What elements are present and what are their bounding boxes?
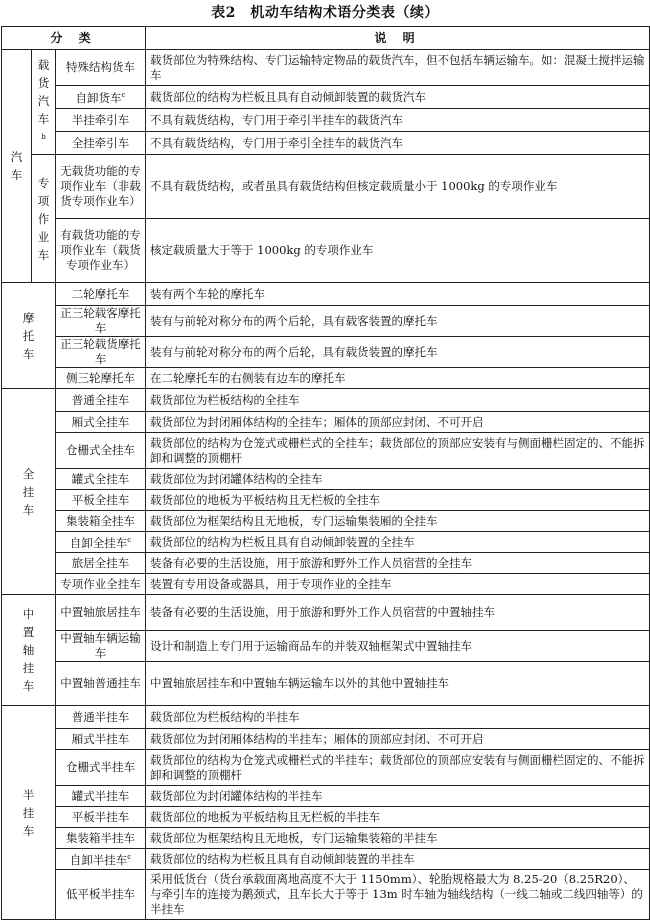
table-title: 表2 机动车结构术语分类表（续） — [211, 5, 439, 21]
type-cell: 厢式全挂车 — [56, 412, 146, 433]
type-cell: 罐式全挂车 — [56, 469, 146, 490]
subgroup-cargo: 载货汽车$^b$ — [32, 50, 56, 155]
desc-cell: 核定载质量大于等于 1000kg 的专项作业车 — [146, 219, 650, 283]
desc-cell: 载货部位为封闭厢体结构的半挂车；厢体的顶部应封闭、不可开启 — [146, 729, 650, 750]
group-auto: 汽车 — [2, 50, 32, 283]
desc-cell: 装有与前轮对称分布的两个后轮，具有载货装置的摩托车 — [146, 337, 650, 368]
type-cell: 自卸半挂车$^c$ — [56, 849, 146, 870]
desc-cell: 在二轮摩托车的右侧装有边车的摩托车 — [146, 368, 650, 389]
type-cell: 正三轮载货摩托车 — [56, 337, 146, 368]
header-category: 分 类 — [2, 27, 146, 50]
type-cell: 有载货功能的专项作业车（载货专项作业车） — [56, 219, 146, 283]
desc-cell: 载货部位为封闭厢体结构的全挂车；厢体的顶部应封闭、不可开启 — [146, 412, 650, 433]
type-cell: 侧三轮摩托车 — [56, 368, 146, 389]
type-cell: 无载货功能的专项作业车（非载货专项作业车） — [56, 155, 146, 219]
type-cell: 集装箱半挂车 — [56, 828, 146, 849]
desc-cell: 不具有载货结构，专门用于牵引半挂车的载货汽车 — [146, 109, 650, 132]
desc-cell: 中置轴旅居挂车和中置轴车辆运输车以外的其他中置轴挂车 — [146, 662, 650, 706]
type-cell: 全挂牵引车 — [56, 132, 146, 155]
type-cell: 正三轮载客摩托车 — [56, 306, 146, 337]
type-cell: 仓栅式半挂车 — [56, 750, 146, 786]
group-center-axle: 中置轴挂车 — [2, 595, 56, 706]
group-moto: 摩托车 — [2, 283, 56, 389]
desc-cell: 不具有载货结构，专门用于牵引全挂车的载货汽车 — [146, 132, 650, 155]
header-row — [2, 27, 650, 50]
desc-cell: 载货部位为封闭罐体结构的半挂车 — [146, 786, 650, 807]
type-cell: 仓栅式全挂车 — [56, 433, 146, 469]
desc-cell: 载货部位为框架结构且无地板，专门运输集装厢的全挂车 — [146, 511, 650, 532]
type-cell: 罐式半挂车 — [56, 786, 146, 807]
type-cell: 低平板半挂车 — [56, 870, 146, 920]
desc-cell: 载货部位为栏板结构的半挂车 — [146, 706, 650, 729]
type-cell: 二轮摩托车 — [56, 283, 146, 306]
header-description: 说 明 — [146, 27, 650, 50]
desc-cell: 载货部位的结构为栏板且具有自动倾卸装置的载货汽车 — [146, 86, 650, 109]
desc-cell: 载货部位为封闭罐体结构的全挂车 — [146, 469, 650, 490]
classification-table — [1, 26, 650, 920]
type-cell: 普通全挂车 — [56, 389, 146, 412]
desc-cell: 装备有必要的生活设施，用于旅游和野外工作人员宿营的中置轴挂车 — [146, 595, 650, 631]
type-cell: 中置轴普通挂车 — [56, 662, 146, 706]
desc-cell: 装备有必要的生活设施，用于旅游和野外工作人员宿营的全挂车 — [146, 553, 650, 574]
type-cell: 集装箱全挂车 — [56, 511, 146, 532]
type-cell: 中置轴车辆运输车 — [56, 631, 146, 662]
type-cell: 半挂牵引车 — [56, 109, 146, 132]
type-cell: 特殊结构货车 — [56, 50, 146, 86]
desc-cell: 载货部位的地板为平板结构且无栏板的半挂车 — [146, 807, 650, 828]
desc-cell: 载货部位为框架结构且无地板，专门运输集装箱的半挂车 — [146, 828, 650, 849]
desc-cell: 设计和制造上专门用于运输商品车的并装双轴框架式中置轴挂车 — [146, 631, 650, 662]
type-cell: 普通半挂车 — [56, 706, 146, 729]
type-cell: 旅居全挂车 — [56, 553, 146, 574]
desc-cell: 载货部位的结构为栏板且具有自动倾卸装置的全挂车 — [146, 532, 650, 553]
desc-cell: 采用低货台（货台承载面离地高度不大于 1150mm）、轮胎规格最大为 8.25-20（8.25R20）、与牵引车的连接为鹅颈式，且车长大于等于 13m 时车轴为轴线结构（一线二轴或二线四轴等）的半挂车 — [146, 870, 650, 920]
desc-cell: 载货部位为栏板结构的全挂车 — [146, 389, 650, 412]
group-semi-trailer: 半挂车 — [2, 706, 56, 920]
desc-cell: 载货部位为特殊结构、专门运输特定物品的载货汽车，但不包括车辆运输车。如：混凝土搅拌运输车 — [146, 50, 650, 86]
desc-cell: 载货部位的地板为平板结构且无栏板的全挂车 — [146, 490, 650, 511]
type-cell: 专项作业全挂车 — [56, 574, 146, 595]
type-cell: 厢式半挂车 — [56, 729, 146, 750]
desc-cell: 载货部位的结构为仓笼式或栅栏式的全挂车；载货部位的顶部应安装有与侧面栅栏固定的、不能拆卸和调整的顶棚杆 — [146, 433, 650, 469]
desc-cell: 装有与前轮对称分布的两个后轮，具有载客装置的摩托车 — [146, 306, 650, 337]
type-cell: 自卸全挂车$^c$ — [56, 532, 146, 553]
desc-cell: 载货部位的结构为仓笼式或栅栏式的半挂车；载货部位的顶部应安装有与侧面栅栏固定的、不能拆卸和调整的顶棚杆 — [146, 750, 650, 786]
group-full-trailer: 全挂车 — [2, 389, 56, 595]
type-cell: 自卸货车$^c$ — [56, 86, 146, 109]
desc-cell: 不具有载货结构，或者虽具有载货结构但核定载质量小于 1000kg 的专项作业车 — [146, 155, 650, 219]
subgroup-special: 专项作业车 — [32, 155, 56, 283]
type-cell: 平板全挂车 — [56, 490, 146, 511]
type-cell: 平板半挂车 — [56, 807, 146, 828]
type-cell: 中置轴旅居挂车 — [56, 595, 146, 631]
desc-cell: 装置有专用设备或器具，用于专项作业的全挂车 — [146, 574, 650, 595]
desc-cell: 载货部位的结构为栏板且具有自动倾卸装置的半挂车 — [146, 849, 650, 870]
desc-cell: 装有两个车轮的摩托车 — [146, 283, 650, 306]
